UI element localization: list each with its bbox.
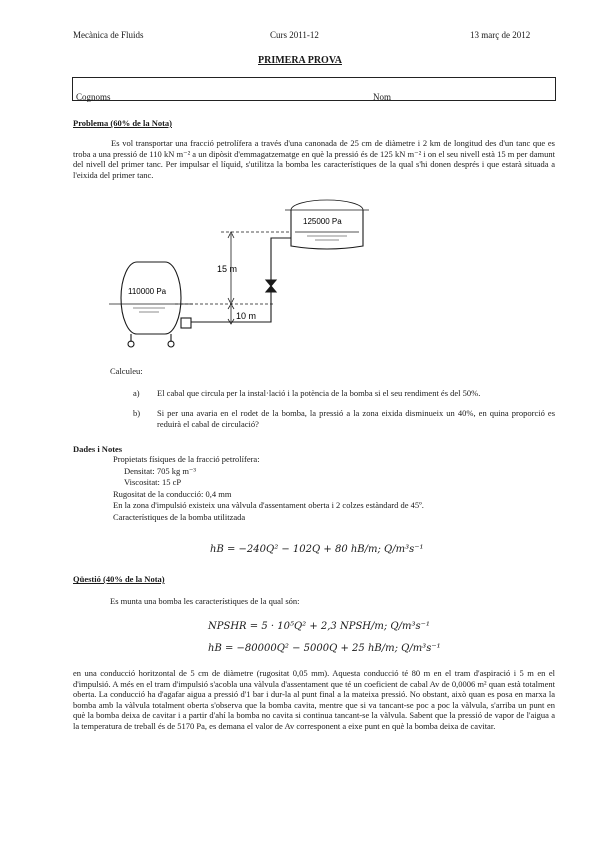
storage-tank-pressure: 125000 Pa	[303, 217, 342, 226]
pump-equation: hB = −240Q² − 102Q + 80 hB/m; Q/m³s⁻¹	[210, 544, 424, 555]
question-a-letter: a)	[133, 388, 140, 398]
surnames-label: Cognoms	[76, 92, 111, 102]
exam-title: PRIMERA PROVA	[258, 55, 342, 66]
density-value: Densitat: 705 kg m⁻³	[124, 466, 196, 476]
supply-tank-pressure: 110000 Pa	[128, 287, 167, 296]
valve-icon	[266, 280, 276, 292]
valve-note: En la zona d'impulsió existeix una vàlvula d'assentament oberta i 2 colzes estàndard de 45º.	[113, 500, 424, 510]
viscosity-value: Viscositat: 15 cP	[124, 477, 182, 487]
calculate-label: Calculeu:	[110, 366, 143, 376]
question-b-text: Si per una avaria en el rodet de la bomba, la pressió a la zona eixida disminueix un 40%, en quina proporció es reduirà el cabal de circulació?	[157, 408, 555, 429]
height-10m-label: 10 m	[236, 311, 257, 321]
header-date: 13 març de 2012	[470, 30, 531, 40]
problem-heading: Problema (60% de la Nota)	[73, 118, 172, 128]
question-body: en una conducció horitzontal de 5 cm de diàmetre (rugositat 0,05 mm). Aquesta conducció té 80 m en el tram d'aspiració i 5 m en el d'impulsió. A més en el tram d'impulsió s'acobla una vàlvula d'assentament que té un coeficient de cabal Av de 0,0006 m² quan està totalment oberta. La conducció ha d'agafar aigua a pressió d'1 bar i dur-la al punt final a la mateixa pressió. No obstant, això quan es posa en marxa la bomba amb la vàlvula totalment oberta s'observa que la bomba cavita, mentre que si va tancant-se poc a poc la vàlvula, s'arriba un punt en què la bomba deixa de cavitar i a partir d'ahí la bomba no cavita si continua tancant-se la vàlvula. Sabent que la pressió de vapor de l'aigua a la temperatura de treball és de 5170 Pa, es demana el valor de Av corresponent a eixe punt en què la bomba deixa de cavitar.	[73, 668, 555, 731]
name-box	[72, 77, 556, 101]
data-notes-heading: Dades i Notes	[73, 444, 123, 454]
question-heading: Qüestió (40% de la Nota)	[73, 574, 165, 584]
header-course-name: Mecànica de Fluids	[73, 30, 144, 40]
question-b-letter: b)	[133, 408, 141, 418]
pump-characteristics-label: Característiques de la bomba utilitzada	[113, 512, 246, 522]
npsh-equation: NPSHR = 5 · 10⁵Q² + 2,3 NPSH/m; Q/m³s⁻¹	[208, 621, 430, 632]
question-intro: Es munta una bomba les característiques de la qual són:	[110, 596, 300, 606]
question-a-text: El cabal que circula per la instal·lació i la potència de la bomba si el seu rendiment és del 50%.	[157, 388, 481, 398]
pump-head-equation: hB = −80000Q² − 5000Q + 25 hB/m; Q/m³s⁻¹	[208, 643, 441, 654]
pump-body	[181, 318, 191, 328]
roughness-value: Rugositat de la conducció: 0,4 mm	[113, 489, 232, 499]
height-15m-label: 15 m	[217, 264, 238, 274]
installation-diagram	[95, 196, 385, 356]
supply-tank	[121, 262, 181, 334]
name-label: Nom	[373, 92, 391, 102]
properties-label: Propietats físiques de la fracció petrolífera:	[113, 454, 260, 464]
storage-tank	[291, 210, 363, 249]
problem-statement: Es vol transportar una fracció petrolífera a través d'una canonada de 25 cm de diàmetre i 2 km de longitud des d'un tanc que es troba a una pressió de 110 kN m⁻² a un dipòsit d'emmagatzematge en què la pressió és de 125 kN m⁻² i on el seu nivell està 15 m per damunt del nivell del primer tanc. Per impulsar el líquid, s'utilitza la bomba les característiques de la qual s'hi donen després i que estarà situada a l'eixida del primer tanc.	[73, 138, 555, 180]
header-academic-year: Curs 2011-12	[270, 30, 319, 40]
